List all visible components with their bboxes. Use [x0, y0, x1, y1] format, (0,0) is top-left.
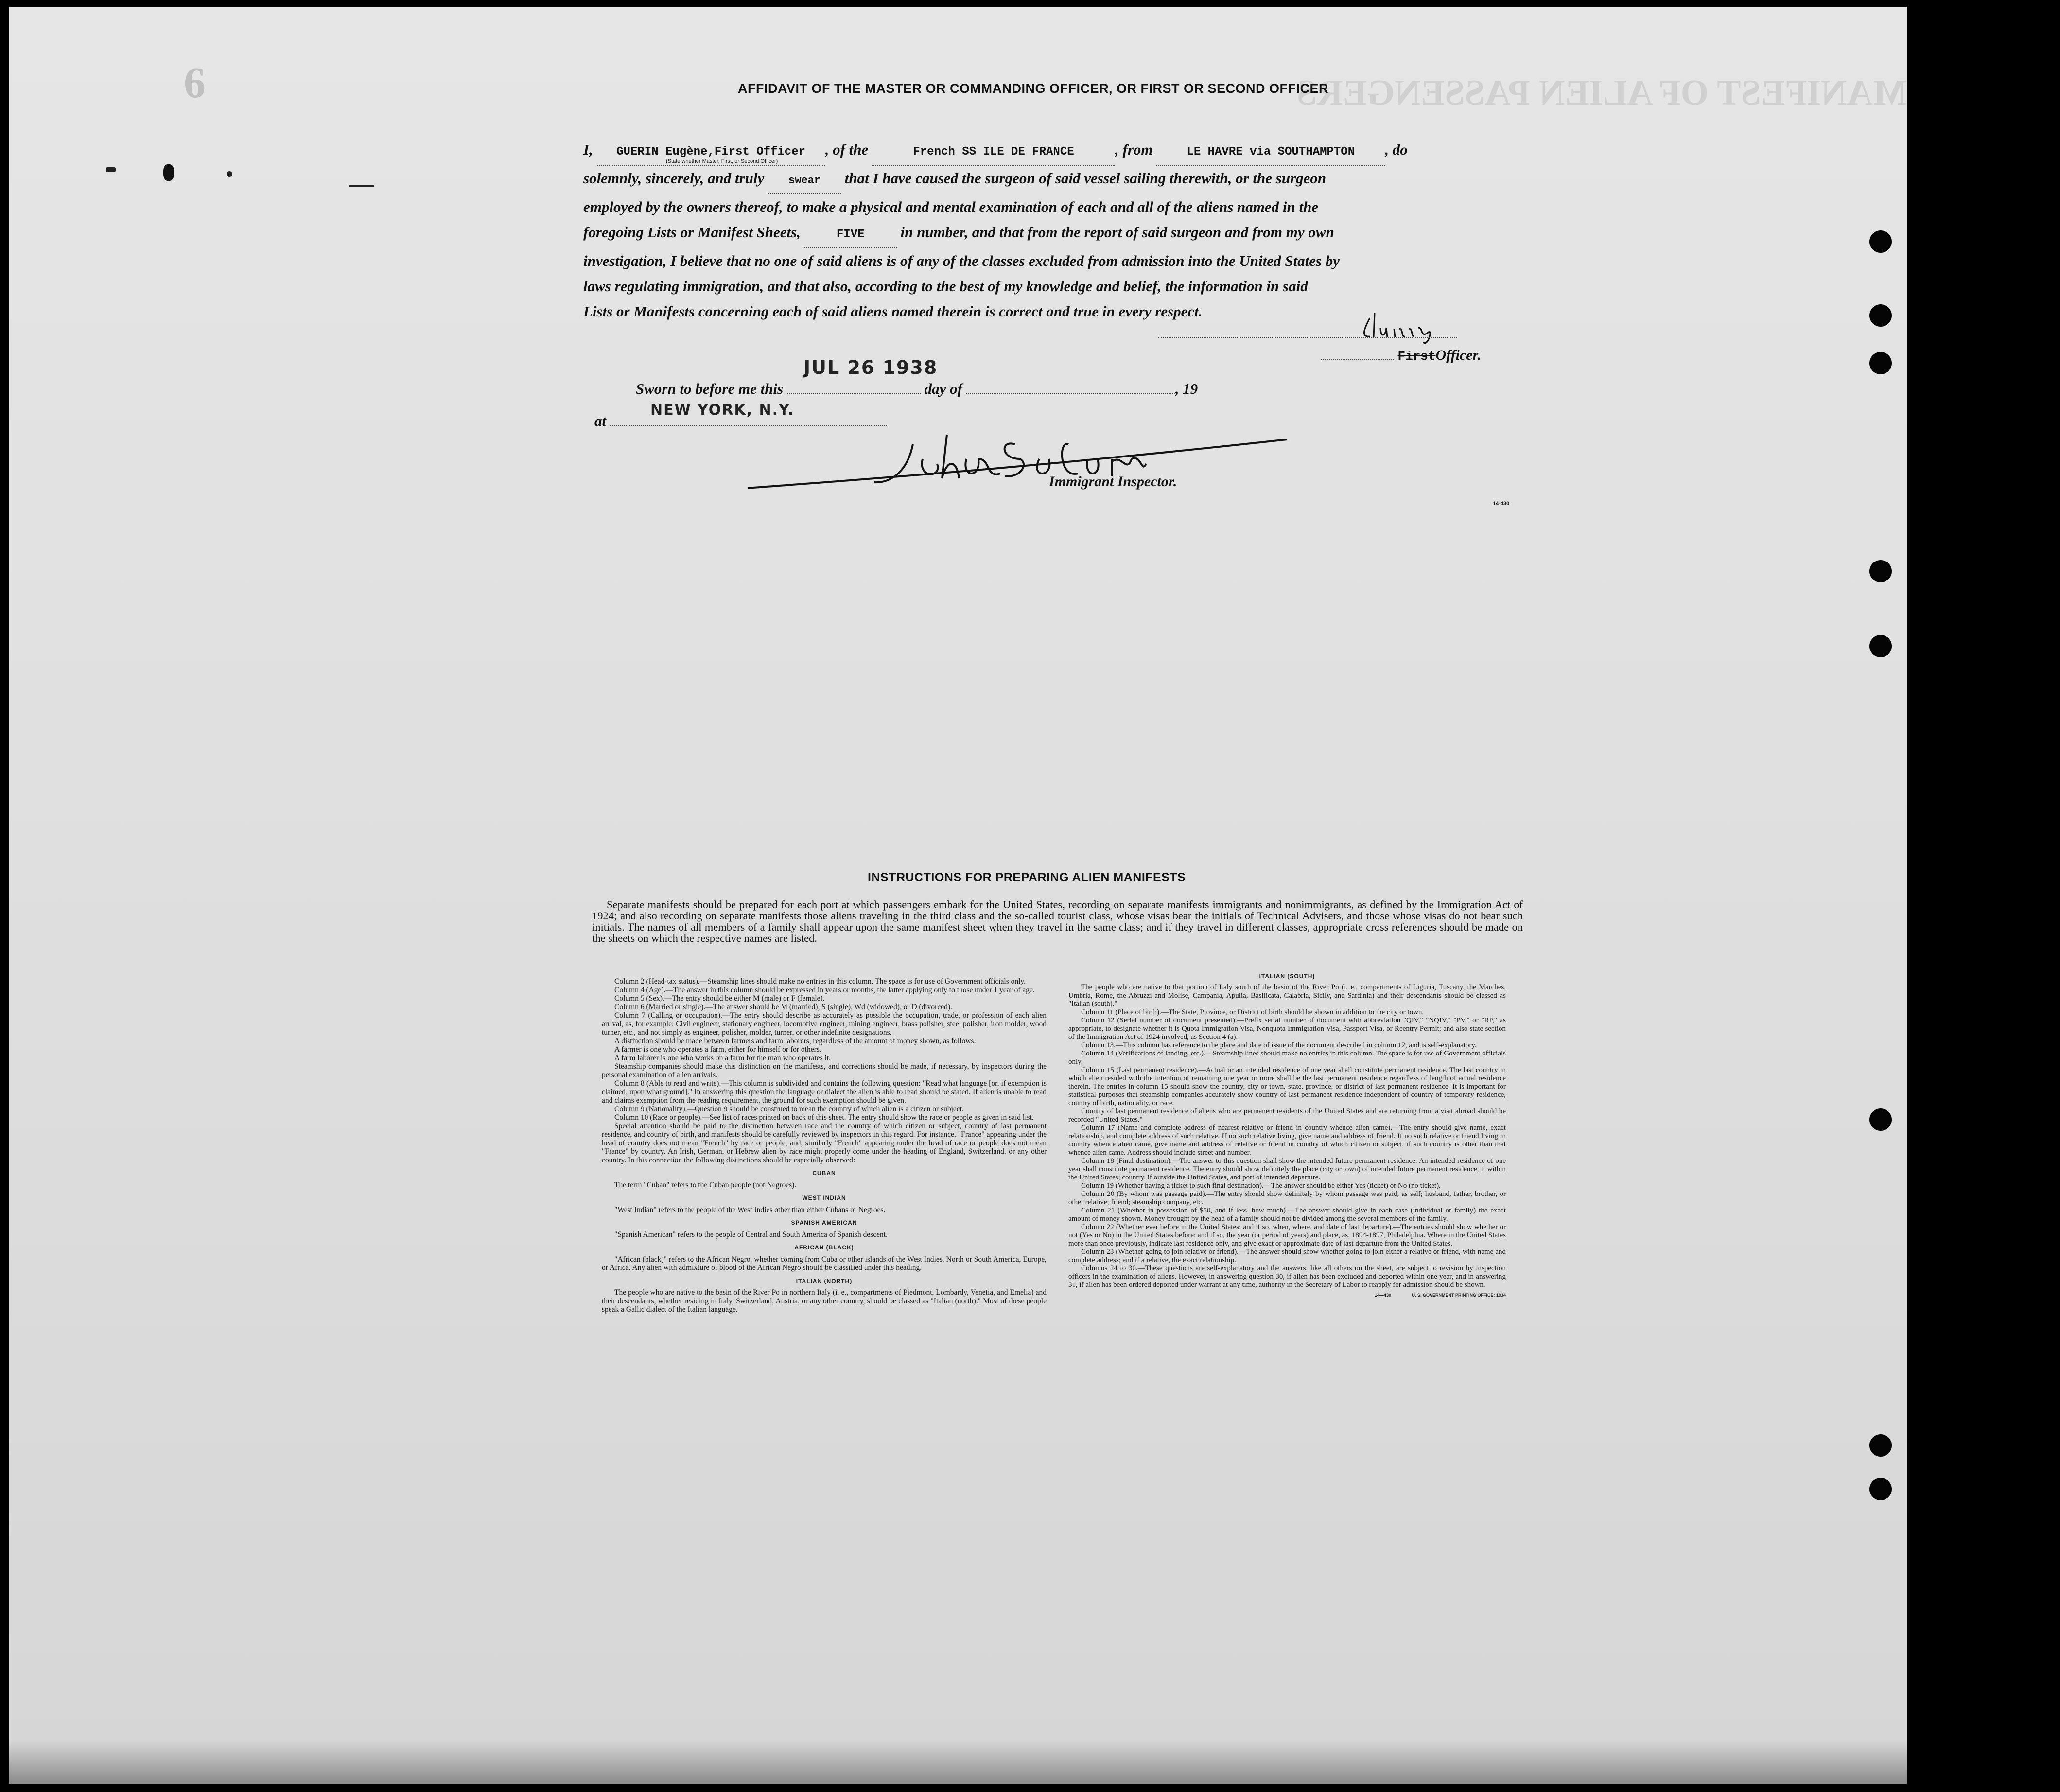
margin-speck	[106, 167, 116, 172]
section-heading: ITALIAN (NORTH)	[796, 1277, 853, 1284]
officer-name-field: GUERIN Eugène,First Officer	[597, 140, 825, 166]
footer-printer: U. S. GOVERNMENT PRINTING OFFICE: 1934	[1412, 1293, 1506, 1298]
line2a: solemnly, sincerely, and truly	[583, 170, 765, 187]
right-paragraph: Columns 24 to 30.—These questions are self-explanatory and the answers, like all others on the sheet, are subject to revision by inspection officers in the examination of aliens. However, in answering question 30, if alien has been excluded and deported within one year, and in answering 31, if alien has been ordered deported under warrant at any time, authority in the Secretary of Labor to reapply for admission should be shown.	[1068, 1265, 1506, 1289]
right-paragraph: Country of last permanent residence of aliens who are permanent residents of the United States and are returning from a visit abroad should be recorded "United States."	[1068, 1107, 1506, 1124]
section-text: "West Indian" refers to the people of the West Indies other than either Cubans or Negroes.	[614, 1205, 886, 1214]
section-text: "Spanish American" refers to the people of Central and South America of Spanish descent.	[614, 1230, 888, 1239]
line4b: in number, and that from the report of said surgeon and from my own	[900, 224, 1334, 241]
punch-hole	[1869, 1434, 1892, 1457]
sworn-text: Sworn to before me this	[636, 380, 784, 397]
left-paragraph: A farm laborer is one who works on a farm for the man who operates it.	[614, 1054, 831, 1062]
right-paragraph: Column 18 (Final destination).—The answer to this question shall show the intended future permanent residence. An intended residence of one year shall constitute permanent residence. The entry should show definitely the place (city or town) of intended future permanent residence, if within the United States; country, if outside the United States, and port of intended departure.	[1068, 1157, 1506, 1181]
bleed-through-header: LIST OR MANIFEST OF ALIEN PASSENGERS	[1297, 73, 2060, 113]
inspector-signature	[728, 425, 1297, 498]
right-paragraph: Column 13.—This column has reference to the place and date of issue of the document described in column 12, and is self-explanatory.	[1081, 1041, 1477, 1049]
punch-hole	[1869, 635, 1892, 657]
signature-role	[1321, 347, 1481, 364]
right-paragraph: Column 11 (Place of birth).—The State, Province, or District of birth should be shown in addition to the city or town.	[1081, 1008, 1424, 1016]
affidavit-body	[583, 137, 1531, 324]
left-paragraph: A distinction should be made between farmers and farm laborers, regardless of the amount of money shown, as follows:	[614, 1037, 976, 1045]
left-paragraph: Column 7 (Calling or occupation).—The entry should describe as accurately as possible the occupation, trade, or profession of each alien arrival, as, for example: Civil engineer, stationary engineer, locomotive engineer, mining engineer, brass polisher, steel polisher, iron molder, wood turner, etc., and not simply as engineer, polisher, molder, turner, or other indefinite designations.	[602, 1011, 1047, 1037]
right-paragraph: The people who are native to that portion of Italy south of the basin of the River Po (i. e., compartments of Liguria, Tuscany, the Marches, Umbria, Rome, the Abruzzi and Molise, Campania, Apulia, Basilicata, Calabria, Sicily, and Sardinia) and their descendants should be classed as "Italian (south)."	[1068, 984, 1506, 1008]
left-paragraph: A farmer is one who operates a farm, either for himself or for others.	[614, 1045, 821, 1054]
right-paragraph: Column 20 (By whom was passage paid).—The entry should show definitely by whom passage was paid, as self; husband, father, brother, or other relative; friend; steamship company, etc.	[1068, 1190, 1506, 1206]
date-stamp: JUL 26 1938	[803, 357, 938, 378]
right-paragraph: Column 22 (Whether ever before in the United States; and if so, when, where, and date of last departure).—The entries should show whether or not (Yes or No) in the United States before; and if so, the year (or period of years) and place, as, 1894-1897, Philadelphia. Where in the United States more than once previously, indicate last residence only, and give exact or approximate date of last departure from the United States.	[1068, 1223, 1506, 1247]
role-prefix: First	[1397, 349, 1436, 364]
affidavit-line-4	[583, 220, 1531, 248]
manifest-page	[9, 7, 2060, 1784]
at-text: at	[594, 412, 607, 429]
margin-speck	[349, 185, 374, 187]
left-paragraph: Steamship companies should make this distinction on the manifests, and corrections should be made, if necessary, by inspectors during the personal examination of alien arrivals.	[602, 1062, 1047, 1079]
affidavit-line-6: laws regulating immigration, and that also, according to the best of my knowledge and belief, the information in said	[583, 278, 1308, 295]
left-paragraph: Column 5 (Sex).—The entry should be either M (male) or F (female).	[614, 994, 825, 1002]
oath-field: swear	[768, 168, 841, 194]
line2b: that I have caused the surgeon of said vessel sailing therewith, or the surgeon	[844, 170, 1327, 187]
left-paragraph: Column 6 (Married or single).—The answer should be M (married), S (single), Wd (widowed), or D (divorced).	[614, 1002, 952, 1011]
officer-signature	[1350, 308, 1467, 347]
lead-in: I,	[583, 141, 593, 158]
left-paragraph: Column 10 (Race or people).—See list of races printed on back of this sheet. The entry should show the race or people as given in said list.	[614, 1113, 1034, 1122]
punch-hole	[1869, 560, 1892, 582]
section-heading: CUBAN	[812, 1170, 836, 1177]
right-paragraph: Column 19 (Whether having a ticket to such final destination).—The answer should be either Yes (ticket) or No (no ticket).	[1081, 1182, 1441, 1190]
sworn-line	[636, 376, 1198, 402]
punch-hole	[1869, 1108, 1892, 1131]
right-paragraph: Column 14 (Verifications of landing, etc.).—Steamship lines should make no entries in this column. The space is for use of Government officials only.	[1068, 1050, 1506, 1066]
section-heading: AFRICAN (BLACK)	[794, 1244, 854, 1251]
inspector-label: Immigrant Inspector.	[1049, 474, 1177, 490]
right-paragraph: Column 12 (Serial number of document presented).—Prefix serial number of document with abbreviation "QIV," "NQIV," "PV," or "RP," as appropriate, to designate whether it is Quota Immigration Visa, Nonquota Immigration Visa, Passport Visa, or Reentry Permit; and also state section of the Immigration Act of 1924 involved, as Section 4 (a).	[1068, 1017, 1506, 1041]
line4a: foregoing Lists or Manifest Sheets,	[583, 224, 801, 241]
right-paragraph: Column 15 (Last permanent residence).—Actual or an intended residence of one year shall constitute permanent residence. The last country in which alien resided with the intention of remaining one year or more shall be the last permanent residence regardless of length of actual residence therein. The entries in column 15 should show the country, city or town, state, province, or district of last permanent residence. It is important for statistical purposes that steamship companies accurately show country of last permanent residence independent of country of temporary residence, country of birth, nationality, or race.	[1068, 1066, 1506, 1107]
officer-note: (State whether Master, First, or Second Officer)	[666, 158, 778, 164]
do-text: , do	[1385, 141, 1408, 158]
section-text: The people who are native to the basin of the River Po in northern Italy (i. e., compartments of Piedmont, Lombardy, Venetia, and Emelia) and their descendants, whether residing in Italy, Switzerland, Austria, or any other country, should be classed as "Italian (north)." Most of these people speak a Gallic dialect of the Italian language.	[602, 1288, 1047, 1314]
form-number: 14-430	[1493, 501, 1510, 507]
punch-hole	[1869, 230, 1892, 253]
section-heading: WEST INDIAN	[802, 1195, 846, 1201]
affidavit-line-5: investigation, I believe that no one of said aliens is of any of the classes excluded from admission into the United States by	[583, 252, 1340, 269]
instructions-title: INSTRUCTIONS FOR PREPARING ALIEN MANIFESTS	[868, 871, 1186, 884]
page-number: 6	[184, 59, 206, 107]
role-suffix: Officer.	[1435, 347, 1482, 363]
margin-speck	[163, 164, 174, 181]
vessel-field: French SS ILE DE FRANCE	[872, 140, 1115, 166]
right-footer	[1068, 1291, 1506, 1300]
right-heading: ITALIAN (SOUTH)	[1259, 973, 1315, 980]
of-the-text: , of the	[825, 141, 869, 158]
sheet-count-field: FIVE	[804, 222, 897, 248]
left-paragraph: Column 2 (Head-tax status).—Steamship lines should make no entries in this column. The space is for use of Government officials only.	[614, 977, 1026, 985]
left-paragraph: Column 9 (Nationality).—Question 9 should be construed to mean the country of which alien is a citizen or subject.	[614, 1105, 964, 1113]
place-stamp: NEW YORK, N.Y.	[650, 402, 795, 419]
from-text: , from	[1115, 141, 1153, 158]
signature-line	[1158, 337, 1457, 338]
punch-hole	[1869, 352, 1892, 374]
affidavit-line-7: Lists or Manifests concerning each of said aliens named therein is correct and true in every respect.	[583, 303, 1203, 320]
affidavit-line-3: employed by the owners thereof, to make a physical and mental examination of each and all of the aliens named in the	[583, 198, 1319, 215]
margin-speck	[227, 171, 232, 177]
left-paragraph: Column 8 (Able to read and write).—This column is subdivided and contains the following question: "Read what language [or, if exemption is claimed, upon what ground]." In answering this question the language or dialect the alien is able to read should be stated. If alien is unable to read and claims exemption from the reading requirement, the ground for such exemption should be given.	[602, 1079, 1047, 1105]
right-paragraph: Column 23 (Whether going to join relative or friend).—The answer should show whether going to join either a relative or friend, with name and complete address; and if a relative, the exact relationship.	[1068, 1248, 1506, 1264]
year-text: , 19	[1175, 380, 1198, 397]
footer-form-number: 14—430	[1374, 1293, 1391, 1298]
instructions-intro: Separate manifests should be prepared for each port at which passengers embark for the United States, recording on separate manifests immigrants and nonimmigrants, as defined by the Immigration Act of 1924; and also recording on separate manifests those aliens traveling in the third class and the so-called tourist class, whose visas bear the initials of Technical Advisers, and those whose visas do not bear such initials. The names of all members of a family shall appear upon the same manifest sheet when they travel in the same class; and if they travel in different classes, appropriate cross references should be made on the sheets on which the respective names are listed.	[592, 898, 1523, 944]
port-field: LE HAVRE via SOUTHAMPTON	[1156, 140, 1385, 166]
right-paragraph: Column 21 (Whether in possession of $50, and if less, how much).—The answer should give in each case (individual or family) the exact amount of money shown. Money brought by the head of a family should not be divided among the several members of the family.	[1068, 1207, 1506, 1223]
right-paragraph: Column 17 (Name and complete address of nearest relative or friend in country whence alien came).—The entry should give name, exact relationship, and complete address of such relative. If no such relative living, give name and address of friend. If no such relative or friend living in country whence alien came, give name and address of relative or friend in country of which citizen or subject, if such country is other than that whence alien came. Address should include street and number.	[1068, 1124, 1506, 1157]
punch-hole	[1869, 1478, 1892, 1500]
instructions-left-column	[602, 977, 1047, 1314]
day-of-text: day of	[924, 380, 962, 397]
instructions-right-column	[1068, 972, 1506, 1300]
affidavit-line-2	[583, 166, 1531, 194]
section-heading: SPANISH AMERICAN	[791, 1219, 857, 1226]
left-paragraph: Column 4 (Age).—The answer in this column should be expressed in years or months, the latter applying only to those under 1 year of age.	[614, 985, 1035, 994]
affidavit-title: AFFIDAVIT OF THE MASTER OR COMMANDING OFFICER, OR FIRST OR SECOND OFFICER	[738, 81, 1328, 96]
section-text: "African (black)" refers to the African Negro, whether coming from Cuba or other islands of the West Indies, North or South America, Europe, or Africa. Any alien with admixture of blood of the African Negro should be classified under this heading.	[602, 1255, 1047, 1272]
left-paragraph: Special attention should be paid to the distinction between race and the country of which citizen or subject, country of last permanent residence, and country of birth, and manifests should be carefully reviewed by inspectors in this regard. For instance, "France" appearing under the head of country does not mean "French" by race or people, and, similarly "French" appearing under the head of race or people does not mean "France" by country. An Irish, German, or Hebrew alien by race might properly come under the heading of England, Switzerland, or any other country. In this connection the following distinctions should be especially observed:	[602, 1122, 1047, 1164]
punch-hole	[1869, 304, 1892, 327]
section-text: The term "Cuban" refers to the Cuban people (not Negroes).	[614, 1180, 797, 1189]
